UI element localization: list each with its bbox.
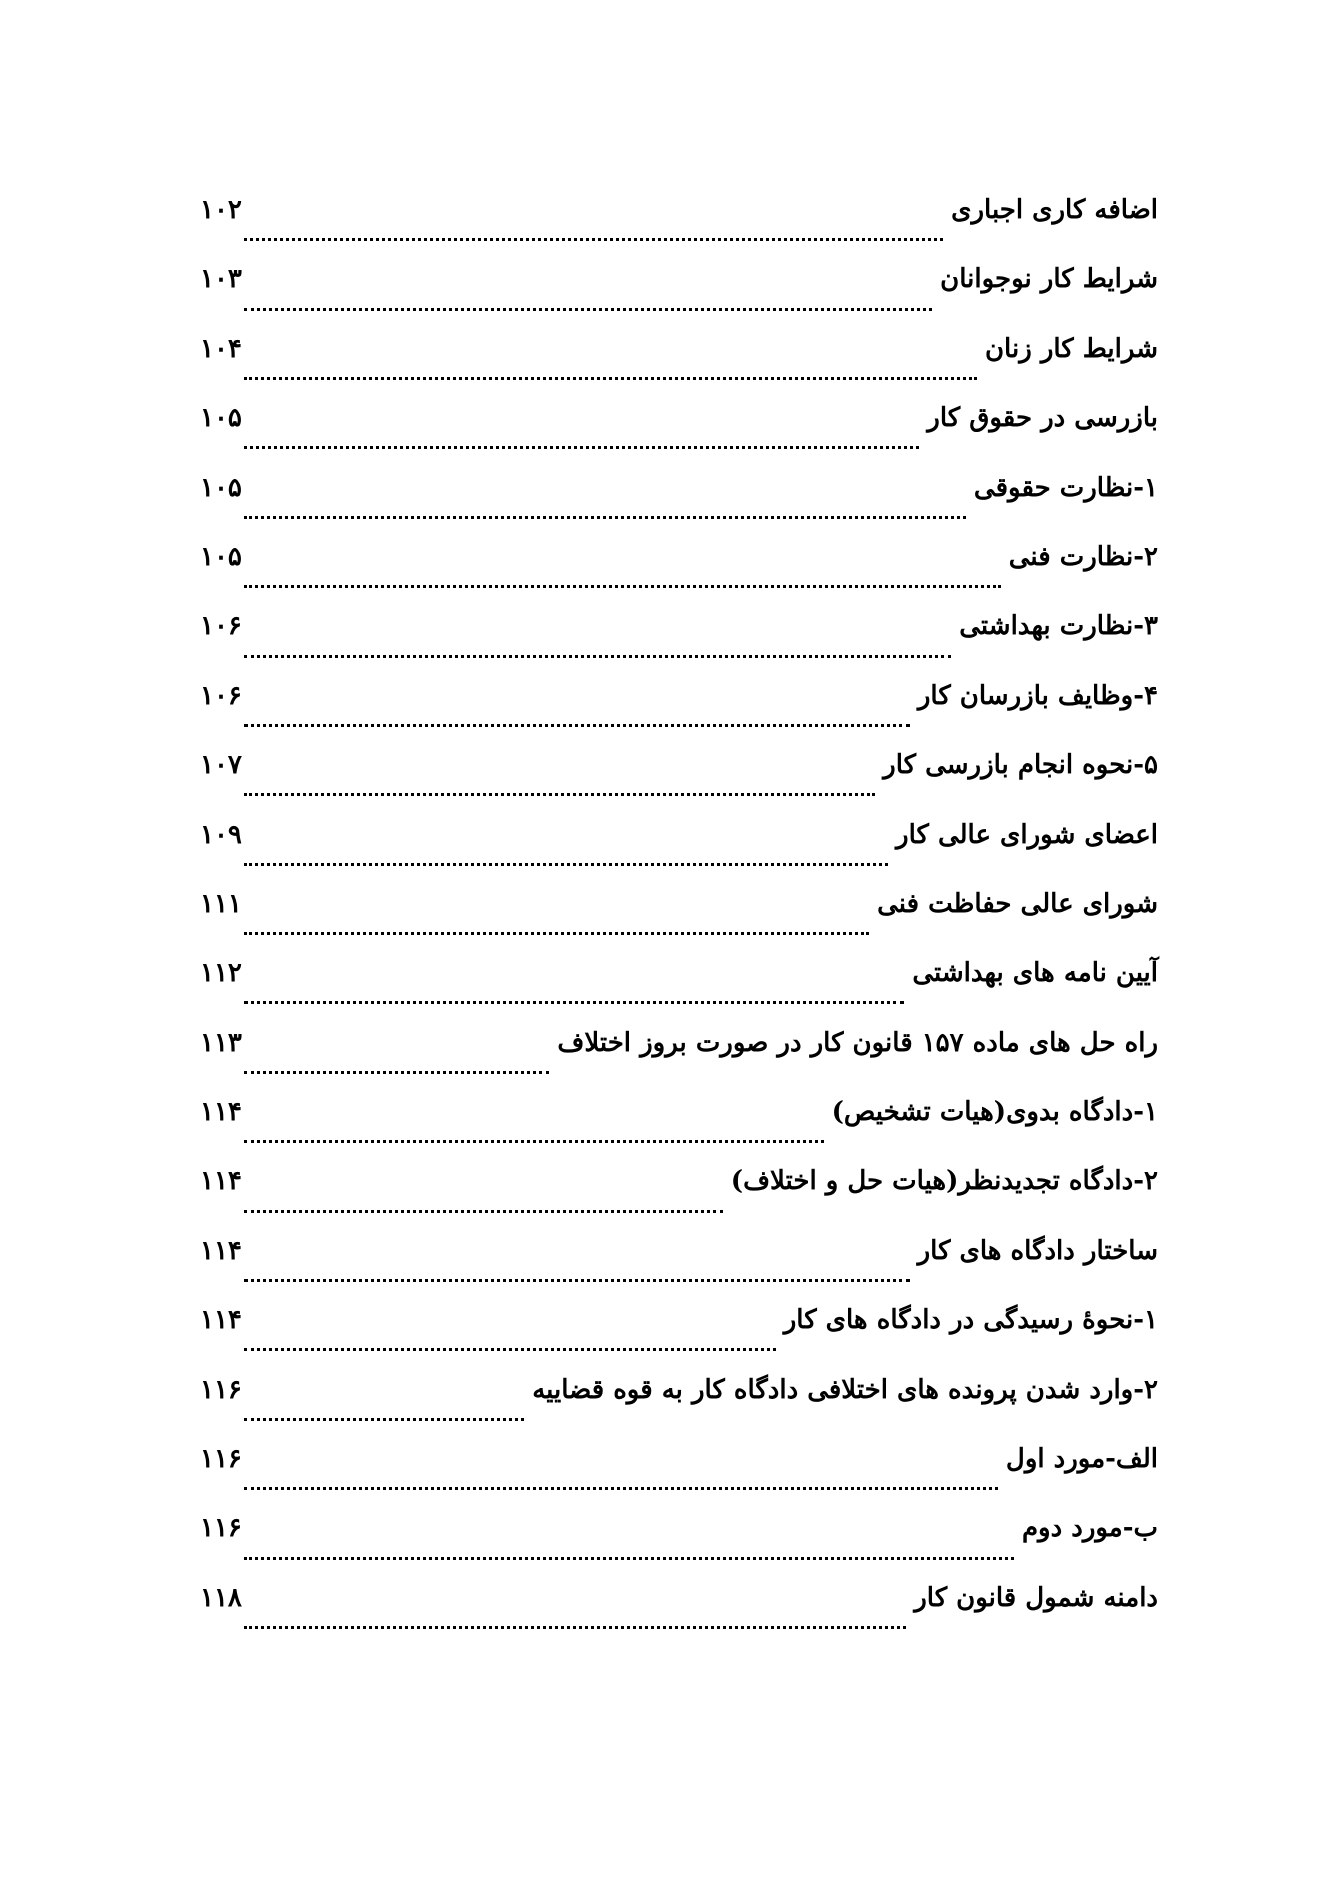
toc-entry (200, 1513, 1158, 1582)
toc-entry-title: شرایط کار زنان (984, 333, 1158, 364)
toc-leader-dots (244, 1071, 550, 1074)
toc-entry (200, 1375, 1158, 1444)
toc-entry-page: ۱۰۵ (200, 541, 242, 572)
toc-entry-page: ۱۱۴ (200, 1166, 242, 1197)
toc-entry-title: شرایط کار نوجوانان (940, 264, 1158, 295)
toc-entry (200, 1305, 1158, 1374)
toc-leader-dots (244, 1557, 1014, 1560)
toc-entry-page: ۱۱۲ (200, 958, 242, 989)
toc-entry-page: ۱۰۴ (200, 333, 242, 364)
toc-entry-title: ۱-نحوۀ رسیدگی در دادگاه های کار (783, 1305, 1158, 1336)
toc-leader-dots (244, 1140, 824, 1143)
toc-entry-title: ۲-دادگاه تجدیدنظر(هیات حل و اختلاف) (730, 1166, 1158, 1197)
toc-entry-page: ۱۱۸ (200, 1582, 242, 1613)
toc-leader-dots (244, 516, 966, 519)
toc-entry-title: دامنه شمول قانون کار (914, 1582, 1158, 1613)
toc-leader-dots (244, 308, 932, 311)
toc-entry-title: آیین نامه های بهداشتی (912, 958, 1158, 989)
toc-entry-title: اعضای شورای عالی کار (896, 819, 1158, 850)
toc-leader-dots (244, 724, 910, 727)
toc-entry (200, 264, 1158, 333)
toc-entry-page: ۱۰۹ (200, 819, 242, 850)
toc-entry-title: ۱-نظارت حقوقی (973, 472, 1158, 503)
toc-entry (200, 820, 1158, 889)
toc-entry (200, 1166, 1158, 1235)
toc-entry (200, 542, 1158, 611)
toc-entry-page: ۱۱۴ (200, 1235, 242, 1266)
toc-entry-title: راه حل های ماده ۱۵۷ قانون کار در صورت بروز اختلاف (557, 1027, 1158, 1058)
toc-leader-dots (244, 1279, 910, 1282)
toc-entry (200, 958, 1158, 1027)
toc-entry (200, 1097, 1158, 1166)
toc-entry-title: ۳-نظارت بهداشتی (959, 611, 1158, 642)
toc-leader-dots (244, 585, 1001, 588)
toc-entry-page: ۱۱۶ (200, 1513, 242, 1544)
toc-entry-title: ۱-دادگاه بدوی(هیات تشخیص) (831, 1097, 1158, 1128)
toc-entry (200, 611, 1158, 680)
toc-entry (200, 334, 1158, 403)
toc-leader-dots (244, 793, 875, 796)
toc-leader-dots (244, 238, 943, 241)
toc-leader-dots (244, 863, 888, 866)
toc-entry-page: ۱۱۴ (200, 1097, 242, 1128)
toc-leader-dots (244, 1210, 723, 1213)
toc-entry-page: ۱۰۶ (200, 680, 242, 711)
toc-entry-page: ۱۰۷ (200, 750, 242, 781)
toc-entry-page: ۱۰۵ (200, 403, 242, 434)
toc-entry (200, 750, 1158, 819)
toc-leader-dots (244, 1348, 776, 1351)
toc-entry-title: ۵-نحوه انجام بازرسی کار (883, 750, 1158, 781)
toc-entry-page: ۱۰۶ (200, 611, 242, 642)
toc-entry-page: ۱۱۱ (200, 888, 242, 919)
toc-entry-title: الف-مورد اول (1005, 1444, 1158, 1475)
toc-entry-title: بازرسی در حقوق کار (927, 403, 1158, 434)
toc-entry (200, 1028, 1158, 1097)
toc-leader-dots (244, 1626, 906, 1629)
toc-leader-dots (244, 1487, 998, 1490)
toc-entry-title: ۴-وظایف بازرسان کار (917, 680, 1158, 711)
toc-leader-dots (244, 1418, 524, 1421)
toc-entry (200, 681, 1158, 750)
toc-entry-title: اضافه کاری اجباری (951, 195, 1158, 225)
toc-entry-page: ۱۰۲ (200, 195, 242, 225)
toc-entry-title: شورای عالی حفاظت فنی (877, 888, 1158, 919)
toc-entry-page: ۱۰۳ (200, 264, 242, 295)
toc-entry (200, 195, 1158, 264)
toc-entry-page: ۱۱۴ (200, 1305, 242, 1336)
toc-entry (200, 473, 1158, 542)
toc-entry (200, 403, 1158, 472)
toc-entry (200, 889, 1158, 958)
toc-entry-page: ۱۱۶ (200, 1374, 242, 1405)
toc-entry-title: ۲-وارد شدن پرونده های اختلافی دادگاه کار به قوه قضاییه (532, 1374, 1158, 1405)
toc-entry-page: ۱۰۵ (200, 472, 242, 503)
toc-leader-dots (244, 655, 951, 658)
toc-entry-title: ۲-نظارت فنی (1008, 541, 1158, 572)
toc-entry (200, 1583, 1158, 1652)
toc-entry-title: ب-مورد دوم (1021, 1513, 1158, 1544)
toc-leader-dots (244, 446, 919, 449)
toc-entry-page: ۱۱۳ (200, 1027, 242, 1058)
toc-entry (200, 1444, 1158, 1513)
toc-entry-page: ۱۱۶ (200, 1444, 242, 1475)
toc-entry-title: ساختار دادگاه های کار (917, 1235, 1158, 1266)
toc-entry (200, 1236, 1158, 1305)
toc-leader-dots (244, 377, 977, 380)
toc-leader-dots (244, 932, 869, 935)
table-of-contents (200, 195, 1158, 1652)
toc-leader-dots (244, 1001, 904, 1004)
